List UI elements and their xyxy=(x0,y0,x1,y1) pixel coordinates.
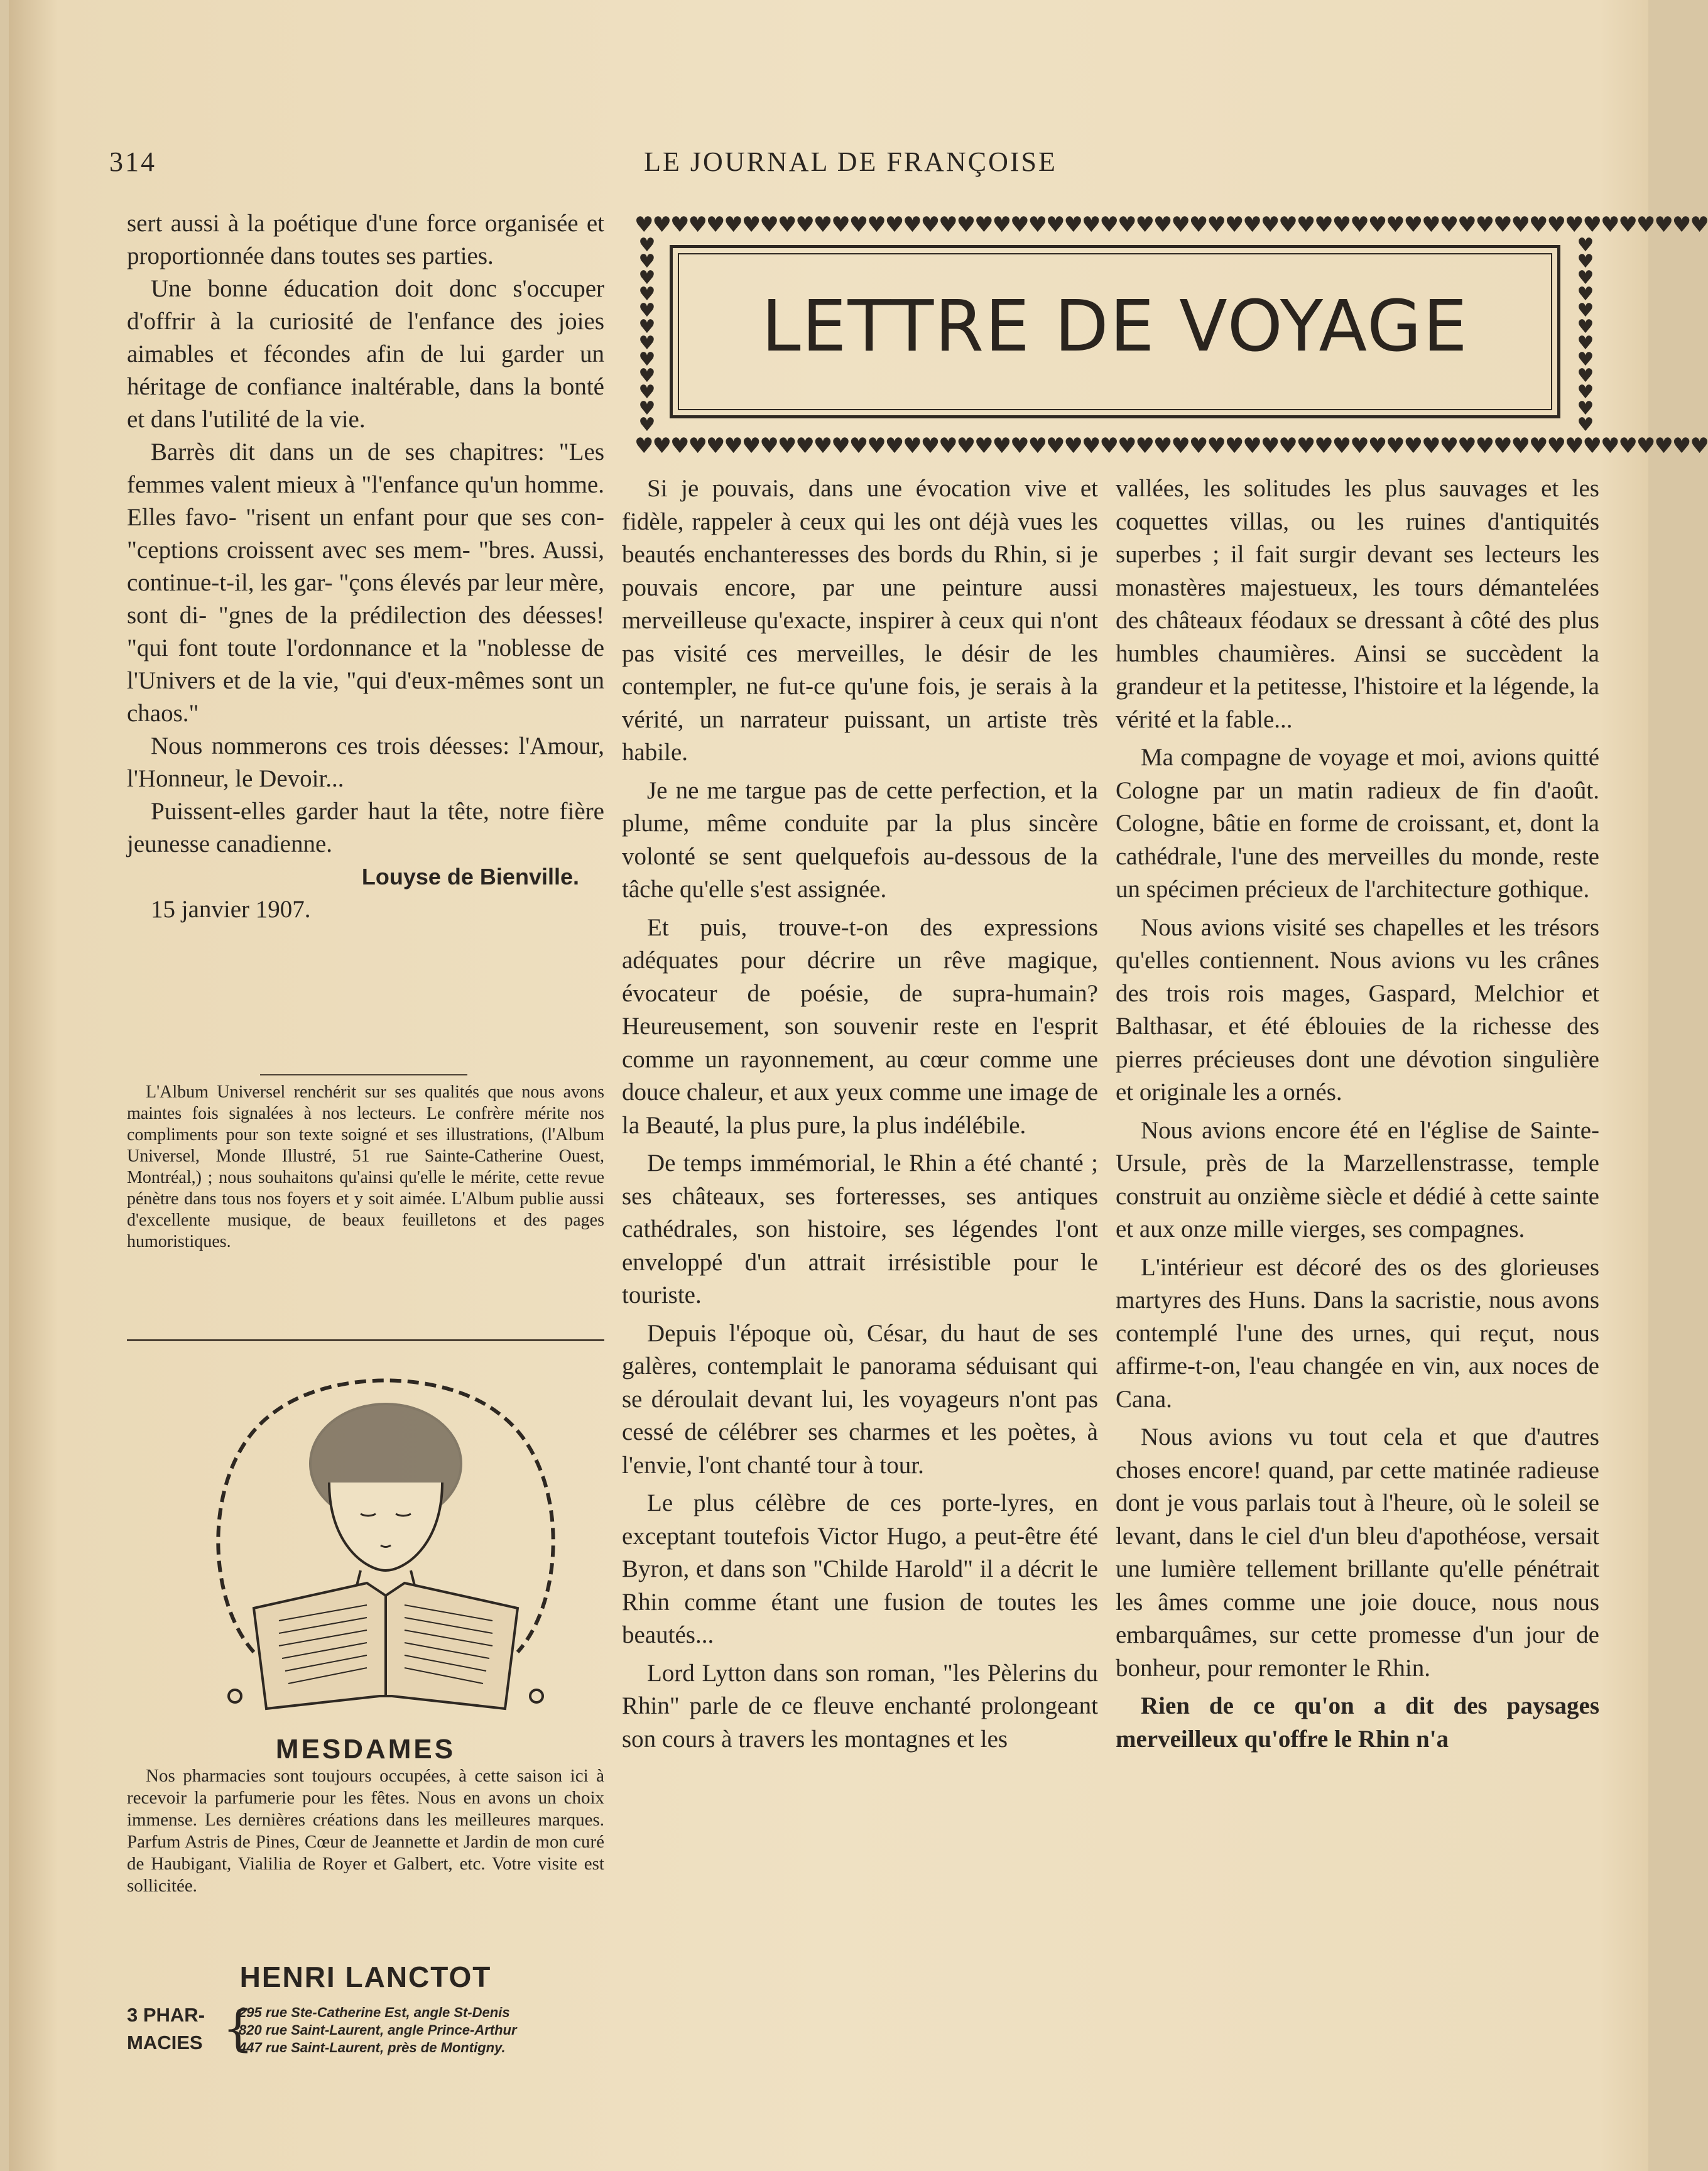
paragraph: Nous avions encore été en l'église de Sainte-Ursule, près de la Marzellenstrasse, temple construit au onzième siècle et dédié à cette sainte et aux onze mille vierges, ses compagnes. xyxy=(1116,1116,1599,1243)
heart-border-right-icon: ♥ ♥ ♥ ♥ ♥ ♥ ♥ ♥ ♥ ♥ ♥ ♥ xyxy=(1577,234,1594,436)
title-box xyxy=(670,245,1560,418)
heart-border-top-icon: ♥♥♥♥♥♥♥♥♥♥♥♥♥♥♥♥♥♥♥♥♥♥♥♥♥♥♥♥♥♥♥♥♥♥♥♥♥♥♥♥♥♥♥♥♥♥♥♥♥♥♥♥♥♥♥♥♥♥♥♥ xyxy=(634,212,1708,237)
pharmacies-label xyxy=(127,2001,205,2057)
paragraph: Et puis, trouve-t-on des expressions adéquates pour décrire un rêve magique, évocateur de poésie, de supra-humain? Heureusement, son souvenir reste en l'esprit comme un rayonnement, au cœur comme une douce chaleur, et aux yeux comme une image de la Beauté, la plus pure, la plus indélébile. xyxy=(622,913,1098,1139)
ad-body xyxy=(127,1765,604,1897)
ad-addresses xyxy=(127,2001,617,2064)
paragraph: Ma compagne de voyage et moi, avions quitté Cologne par un matin radieux de fin d'août. Cologne, bâtie en forme de croissant, et, dont la cathédrale, l'une des merveilles du monde, reste un spécimen précieux de l'architecture gothique. xyxy=(1116,744,1599,903)
ad-brand: HENRI LANCTOT xyxy=(239,1961,492,1993)
paragraph: Une bonne éducation doit donc s'occuper d'offrir à la curiosité de l'enfance des joies aimables et fécondes afin de lui garder un héritage de confiance inaltérable, dans la bonté et dans l'utilité de la vie. xyxy=(127,275,604,433)
ad-body-text: Nos pharmacies sont toujours occupées, à cette saison ici à recevoir la parfumerie pour les fêtes. Nous en avons un choix immense. Les dernières créations dans les meilleures marques. Parfum Astris de Pines, Cœur de Jeannette et Jardin de mon curé de Haubigant, Vialilia de Royer et Galbert, etc. Votre visite est sollicitée. xyxy=(127,1766,604,1896)
note-text: L'Album Universel renchérit sur ses qualités que nous avons maintes fois signalées à nos lecteurs. Le confrère mérite nos compliments pour son texte soigné et ses illustrations, (l'Album Universel, Monde Illustré, 51 rue Sainte-Catherine Ouest, Montréal,) ; nous souhaitons qu'ainsi qu'elle le mérite, cette revue pénètre dans tous nos foyers et y soit aimée. L'Album publie aussi d'excellente musique, de beaux feuilletons et des pages humoristiques. xyxy=(127,1082,604,1251)
signature: Louyse de Bienville. xyxy=(361,864,579,890)
paragraph: Lord Lytton dans son roman, "les Pèlerins du Rhin" parle de ce fleuve enchanté prolongeant son cours à travers les montagnes et les xyxy=(622,1659,1098,1753)
album-note xyxy=(127,1082,604,1253)
heart-border-bottom-icon: ♥♥♥♥♥♥♥♥♥♥♥♥♥♥♥♥♥♥♥♥♥♥♥♥♥♥♥♥♥♥♥♥♥♥♥♥♥♥♥♥♥♥♥♥♥♥♥♥♥♥♥♥♥♥♥♥♥♥♥♥ xyxy=(634,433,1708,459)
paragraph: De temps immémorial, le Rhin a été chanté ; ses châteaux, ses forteresses, ses antiques cathédrales, son histoire, ses légendes l'ont enveloppé d'un attrait irrésistible pour le touriste. xyxy=(622,1150,1098,1309)
page xyxy=(9,0,1708,2171)
address-list xyxy=(239,2004,517,2057)
paragraph: Barrès dit dans un de ses chapitres: "Les femmes valent mieux à "l'enfance qu'un homme. Elles favo- "risent un enfant pour que ses con- "ceptions croissent avec ses mem- "bres. Aussi, continue-t-il, les gar- "çons élevés par leur mère, sont di- "gnes de la prédilection des déesses! "qui font toute l'ordonnance et la "noblesse de l'Univers et de la vie, "qui d'eux-mêmes sont un chaos." xyxy=(127,438,604,727)
paragraph: Nous avions visité ses chapelles et les trésors qu'elles contiennent. Nous avions vu les crânes des trois rois mages, Gaspard, Melchior et Balthasar, et été éblouies de la richesse des pierres précieuses dont une dévotion singulière et originale les a ornés. xyxy=(1116,913,1599,1106)
paragraph: Puissent-elles garder haut la tête, notre fière jeunesse canadienne. xyxy=(127,798,604,857)
brace-icon: { xyxy=(222,2001,254,2057)
address-line: 447 rue Saint-Laurent, près de Montigny. xyxy=(239,2040,506,2055)
paragraph: Le plus célèbre de ces porte-lyres, en exceptant toutefois Victor Hugo, a peut-être été Byron, et dans son "Childe Harold" il a décrit le Rhin comme étant une fusion de toutes les beautés... xyxy=(622,1489,1098,1648)
paragraph: Nous avions vu tout cela et que d'autres choses encore! quand, par cette matinée radieuse dont je vous parlais tout à l'heure, où le soleil se levant, dans le ciel d'un bleu d'apothéose, versait une lumière tellement brillante qu'elle pénétrait les âmes comme une joie douce, nous nous embarquâmes, sur cette promesse d'un jour de bonheur, pour remonter le Rhin. xyxy=(1116,1423,1599,1682)
woman-reading-illustration-icon xyxy=(178,1357,593,1734)
address-line: 295 rue Ste-Catherine Est, angle St-Denis xyxy=(239,2005,510,2020)
pharmacies-label-line: 3 PHAR- xyxy=(127,2004,205,2026)
journal-title: LE JOURNAL DE FRANÇOISE xyxy=(644,146,1057,177)
heart-border-left-icon: ♥ ♥ ♥ ♥ ♥ ♥ ♥ ♥ ♥ ♥ ♥ ♥ xyxy=(638,234,656,436)
paragraph: sert aussi à la poétique d'une force organisée et proportionnée dans toutes ses parties. xyxy=(127,210,604,269)
paragraph: Si je pouvais, dans une évocation vive et fidèle, rappeler à ceux qui les ont déjà vues les beautés enchanteresses des bords du Rhin, si je pouvais encore, par une peinture aussi merveilleuse qu'exacte, inspirer à ceux qui n'ont pas visité ces merveilles, le désir de les contempler, ne fut-ce qu'une fois, je serais à la vérité, un narrateur puissant, un artiste très habile. xyxy=(622,475,1098,766)
pharmacies-label-line: MACIES xyxy=(127,2032,203,2054)
address-line: 820 rue Saint-Laurent, angle Prince-Arthur xyxy=(239,2022,517,2038)
article-title: LETTRE DE VOYAGE xyxy=(761,286,1469,367)
left-column xyxy=(127,207,604,926)
middle-column xyxy=(622,472,1098,1761)
ad-headline: MESDAMES xyxy=(275,1734,456,1765)
paragraph: Depuis l'époque où, César, du haut de ses galères, contemplait le panorama séduisant qui se déroulait devant lui, les voyageurs n'ont pas cessé de célébrer ses charmes et les poètes, à l'envie, l'ont chanté tour à tour. xyxy=(622,1319,1098,1479)
paragraph: Nous nommerons ces trois déesses: l'Amour, l'Honneur, le Devoir... xyxy=(127,732,604,792)
article-title-frame xyxy=(634,212,1708,459)
paragraph: Rien de ce qu'on a dit des paysages merveilleux qu'offre le Rhin n'a xyxy=(1116,1692,1599,1753)
running-header xyxy=(109,146,1592,183)
right-column xyxy=(1116,472,1599,1761)
paragraph: L'intérieur est décoré des os des glorieuses martyres des Huns. Dans la sacristie, nous avons contemplé l'une des urnes, qui reçut, nous affirme-t-on, l'eau changée en vin, aux noces de Cana. xyxy=(1116,1253,1599,1413)
paragraph: Je ne me targue pas de cette perfection, et la plume, même conduite par la plus sincère volonté se sent quelquefois au-dessous de la tâche qu'elle s'est assignée. xyxy=(622,776,1098,903)
divider xyxy=(127,1339,604,1341)
date: 15 janvier 1907. xyxy=(151,896,311,923)
divider xyxy=(260,1074,467,1075)
page-number: 314 xyxy=(109,146,156,177)
paragraph: vallées, les solitudes les plus sauvages et les coquettes villas, ou les ruines d'antiquités superbes ; il fait surgir devant ses lecteurs les monastères majestueux, les tours démantelées des châteaux féodaux se dressant à côté des plus humbles chaumières. Ainsi se succèdent la grandeur et la petitesse, l'histoire et la légende, la vérité et la fable... xyxy=(1116,475,1599,733)
